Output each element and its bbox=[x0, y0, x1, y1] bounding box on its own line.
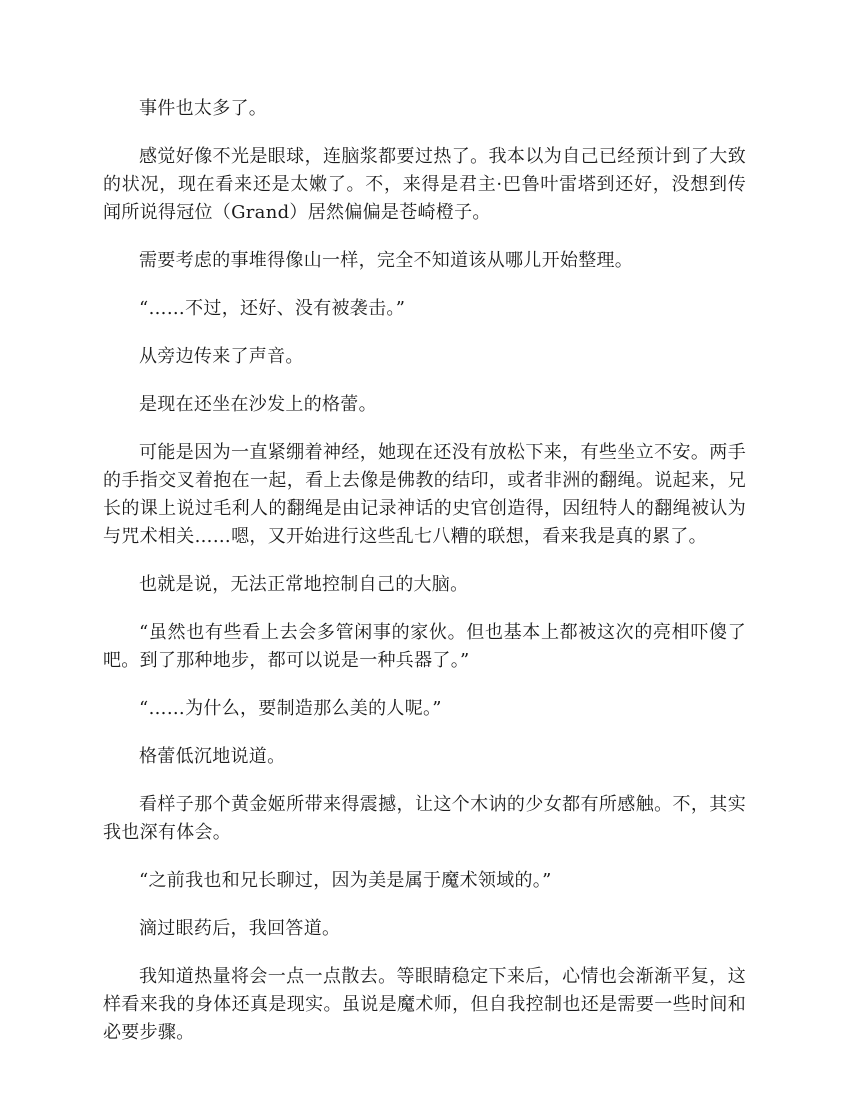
paragraph: 是现在还坐在沙发上的格蕾。 bbox=[139, 394, 377, 415]
paragraph: 需要考虑的事堆得像山一样，完全不知道该从哪儿开始整理。 bbox=[139, 250, 634, 271]
dialogue-paragraph: “之前我也和兄长聊过，因为美是属于魔术领域的。” bbox=[139, 870, 552, 891]
paragraph: 可能是因为一直紧绷着神经，她现在还没有放松下来，有些坐立不安。两手的手指交叉着抱在一起，看上去像是佛教的结印，或者非洲的翻绳。说起来，兄长的课上说过毛利人的翻绳是由记录神话的史官创造得，因纽特人的翻绳被认为与咒术相关……嗯，又开始进行这些乱七八糟的联想，看来我是真的累了。 bbox=[103, 442, 746, 547]
paragraph: 事件也太多了。 bbox=[139, 98, 268, 119]
paragraph: 我知道热量将会一点一点散去。等眼睛稳定下来后，心情也会渐渐平复，这样看来我的身体还真是现实。虽说是魔术师，但自我控制也还是需要一些时间和必要步骤。 bbox=[103, 966, 746, 1043]
paragraph: 看样子那个黄金姬所带来得震撼，让这个木讷的少女都有所感触。不，其实我也深有体会。 bbox=[103, 794, 746, 843]
document-body bbox=[103, 95, 746, 1067]
paragraph: 滴过眼药后，我回答道。 bbox=[139, 918, 341, 939]
paragraph: 也就是说，无法正常地控制自己的大脑。 bbox=[139, 574, 469, 595]
dialogue-paragraph: “……不过，还好、没有被袭击。” bbox=[139, 298, 406, 319]
paragraph: 感觉好像不光是眼球，连脑浆都要过热了。我本以为自己已经预计到了大致的状况，现在看来还是太嫩了。不，来得是君主·巴鲁叶雷塔到还好，没想到传闻所说得冠位（Grand）居然偏偏是苍崎橙子。 bbox=[103, 146, 746, 223]
dialogue-paragraph: “虽然也有些看上去会多管闲事的家伙。但也基本上都被这次的亮相吓傻了吧。到了那种地步，都可以说是一种兵器了。” bbox=[103, 622, 746, 671]
paragraph: 格蕾低沉地说道。 bbox=[139, 746, 286, 767]
paragraph: 从旁边传来了声音。 bbox=[139, 346, 304, 367]
dialogue-paragraph: “……为什么，要制造那么美的人呢。” bbox=[139, 698, 442, 719]
